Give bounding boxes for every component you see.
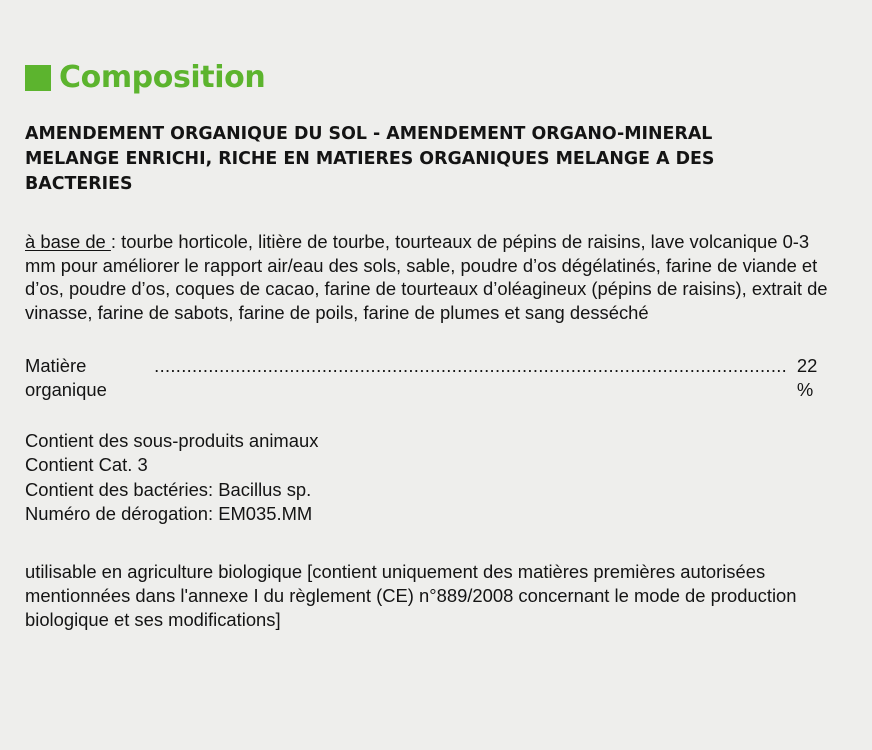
section-heading (25, 58, 855, 98)
info-line-category: Contient Cat. 3 (25, 454, 148, 476)
ingredients-list: : tourbe horticole, litière de tourbe, tourteaux de pépins de raisins, lave volcanique 0-3 mm pour améliorer le rapport air/eau des sols, sable, poudre d’os dégélatinés, farine de viande et d’os, poudre d’os, coques de cacao, farine de tourteaux d’oléagineux (pépins de raisins), extrait de vinasse, farine de sabots, farine de poils, farine de plumes et sang desséché (25, 231, 828, 323)
section-title: Composition (59, 60, 266, 95)
organic-matter-label: Matière organique (25, 355, 107, 400)
product-subtitle: AMENDEMENT ORGANIQUE DU SOL - AMENDEMENT ORGANO-MINERAL MELANGE ENRICHI, RICHE EN MATIERES ORGANIQUES MELANGE A DES BACTERIES (25, 124, 715, 194)
organic-matter-row (25, 354, 830, 401)
composition-section (25, 58, 855, 651)
organic-farming-note: utilisable en agriculture biologique [contient uniquement des matières premières autorisées mentionnées dans l'annexe I du règlement (CE) n°889/2008 concernant le mode de production biologique et ses modifications] (25, 561, 797, 631)
green-square-icon (25, 65, 51, 91)
info-line-derogation: Numéro de dérogation: EM035.MM (25, 502, 313, 524)
info-line-animal-byproducts: Contient des sous-produits animaux (25, 430, 319, 451)
ingredients-label: à base de (25, 231, 111, 252)
info-list (25, 429, 855, 526)
leader-dots (154, 354, 787, 378)
ingredients-paragraph (25, 230, 835, 324)
info-line-bacteria: Contient des bactéries: Bacillus sp. (25, 478, 312, 500)
organic-matter-value: 22 % (796, 355, 818, 400)
